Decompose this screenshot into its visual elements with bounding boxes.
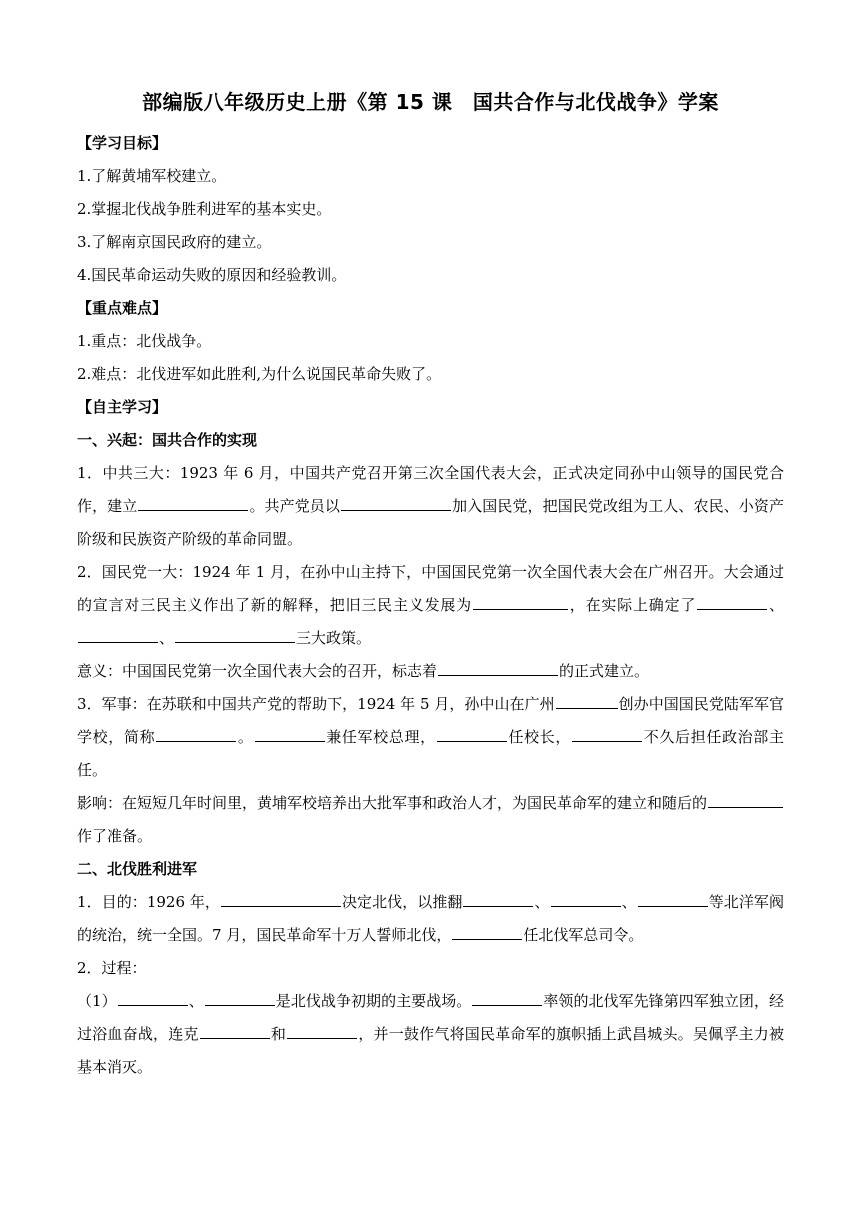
fill-blank[interactable]: [156, 723, 236, 742]
text-segment: （1）: [77, 992, 117, 1010]
text-segment: 率领的北伐军先锋第四军独立团，经过浴血奋战，连克: [77, 992, 784, 1043]
part1-paragraph-2: [77, 556, 784, 655]
fill-blank[interactable]: [255, 723, 325, 742]
text-segment: 兼任军校总理，: [325, 728, 436, 746]
text-segment: 创办中国国民党陆军军官学校，简称: [77, 695, 784, 746]
text-segment: 1．目的：1926 年，: [77, 893, 220, 911]
text-segment: 作了准备。: [77, 827, 153, 845]
text-segment: 的正式建立。: [559, 662, 650, 680]
part2-heading: 二、北伐胜利进军: [77, 860, 198, 878]
keypoint-item-1: 1.重点：北伐战争。: [77, 332, 212, 350]
part1-heading: 一、兴起：国共合作的实现: [77, 431, 258, 449]
text-segment: 意义：中国国民党第一次全国代表大会的召开，标志着: [77, 662, 438, 680]
text-segment: 决定北伐，以推翻: [341, 893, 463, 911]
fill-blank[interactable]: [118, 987, 188, 1006]
fill-blank[interactable]: [472, 987, 542, 1006]
text-segment: 等北洋军阀的统治，统一全国。7 月，国民革命军十万人誓师北伐，: [77, 893, 784, 944]
text-segment: 、: [159, 629, 175, 647]
fill-blank[interactable]: [287, 1020, 357, 1039]
fill-blank[interactable]: [438, 657, 558, 676]
text-segment: ，在实际上确定了: [568, 596, 697, 614]
objectives-heading: 【学习目标】: [77, 134, 168, 152]
keypoint-item-2: 2.难点：北伐进军如此胜利,为什么说国民革命失败了。: [77, 365, 442, 383]
text-segment: 。: [237, 728, 254, 746]
fill-blank[interactable]: [78, 624, 158, 643]
text-segment: 2．国民党一大：1924 年 1 月，在孙中山主持下，中国国民党第一次全国代表大会在广州召开。大会通过的宣言对三民主义作出了新的解释，把旧三民主义发展为: [77, 563, 784, 614]
part1-paragraph-5: [77, 787, 784, 853]
part1-paragraph-4: [77, 688, 784, 787]
fill-blank[interactable]: [205, 987, 275, 1006]
text-segment: 任校长，: [507, 728, 572, 746]
fill-blank[interactable]: [175, 624, 295, 643]
text-segment: 3．军事：在苏联和中国共产党的帮助下，1924 年 5 月，孙中山在广州: [77, 695, 555, 713]
text-segment: ，并一鼓作气将国民革命军的旗帜插上武昌城头。吴佩孚主力被基本消灭。: [77, 1025, 784, 1076]
fill-blank[interactable]: [572, 723, 642, 742]
fill-blank[interactable]: [452, 921, 522, 940]
text-segment: 影响：在短短几年时间里，黄埔军校培养出大批军事和政治人才，为国民革命军的建立和随后的: [77, 794, 708, 812]
part1-paragraph-1: [77, 457, 784, 556]
text-segment: 、: [621, 893, 637, 911]
text-segment: 、: [188, 992, 204, 1010]
objective-item-3: 3.了解南京国民政府的建立。: [77, 233, 272, 251]
text-segment: 任北伐军总司令。: [523, 926, 644, 944]
objective-item-2: 2.掌握北伐战争胜利进军的基本实史。: [77, 200, 332, 218]
text-segment: 、: [534, 893, 550, 911]
self-study-heading: 【自主学习】: [77, 398, 168, 416]
text-segment: 加入国民党，把国民党改组为工人、农民、小资产阶级和民族资产阶级的革命同盟。: [77, 497, 784, 548]
fill-blank[interactable]: [437, 723, 507, 742]
text-segment: 三大政策。: [296, 629, 372, 647]
fill-blank[interactable]: [463, 888, 533, 907]
fill-blank[interactable]: [221, 888, 341, 907]
text-segment: 、: [768, 596, 784, 614]
text-segment: 1．中共三大：1923 年 6 月，中国共产党召开第三次全国代表大会，正式决定同孙中山领导的国民党合作，建立: [77, 464, 784, 515]
keypoints-heading: 【重点难点】: [77, 299, 168, 317]
document-title: 部编版八年级历史上册《第 15 课 国共合作与北伐战争》学案: [142, 90, 719, 114]
part2-paragraph-2: 2．过程：: [77, 959, 147, 977]
part2-paragraph-1: [77, 886, 784, 952]
text-segment: 和: [270, 1025, 287, 1043]
text-segment: 不久后担任政治部主任。: [77, 728, 784, 779]
objective-item-1: 1.了解黄埔军校建立。: [77, 167, 227, 185]
fill-blank[interactable]: [473, 591, 568, 610]
part2-paragraph-3: [77, 985, 784, 1084]
text-segment: 是北伐战争初期的主要战场。: [275, 992, 472, 1010]
fill-blank[interactable]: [697, 591, 767, 610]
objective-item-4: 4.国民革命运动失败的原因和经验教训。: [77, 266, 347, 284]
fill-blank[interactable]: [556, 690, 618, 709]
part1-paragraph-3: [77, 655, 784, 688]
text-segment: 。共产党员以: [249, 497, 340, 515]
fill-blank[interactable]: [551, 888, 621, 907]
fill-blank[interactable]: [138, 492, 248, 511]
fill-blank[interactable]: [638, 888, 708, 907]
fill-blank[interactable]: [341, 492, 451, 511]
fill-blank[interactable]: [200, 1020, 270, 1039]
fill-blank[interactable]: [708, 789, 783, 808]
